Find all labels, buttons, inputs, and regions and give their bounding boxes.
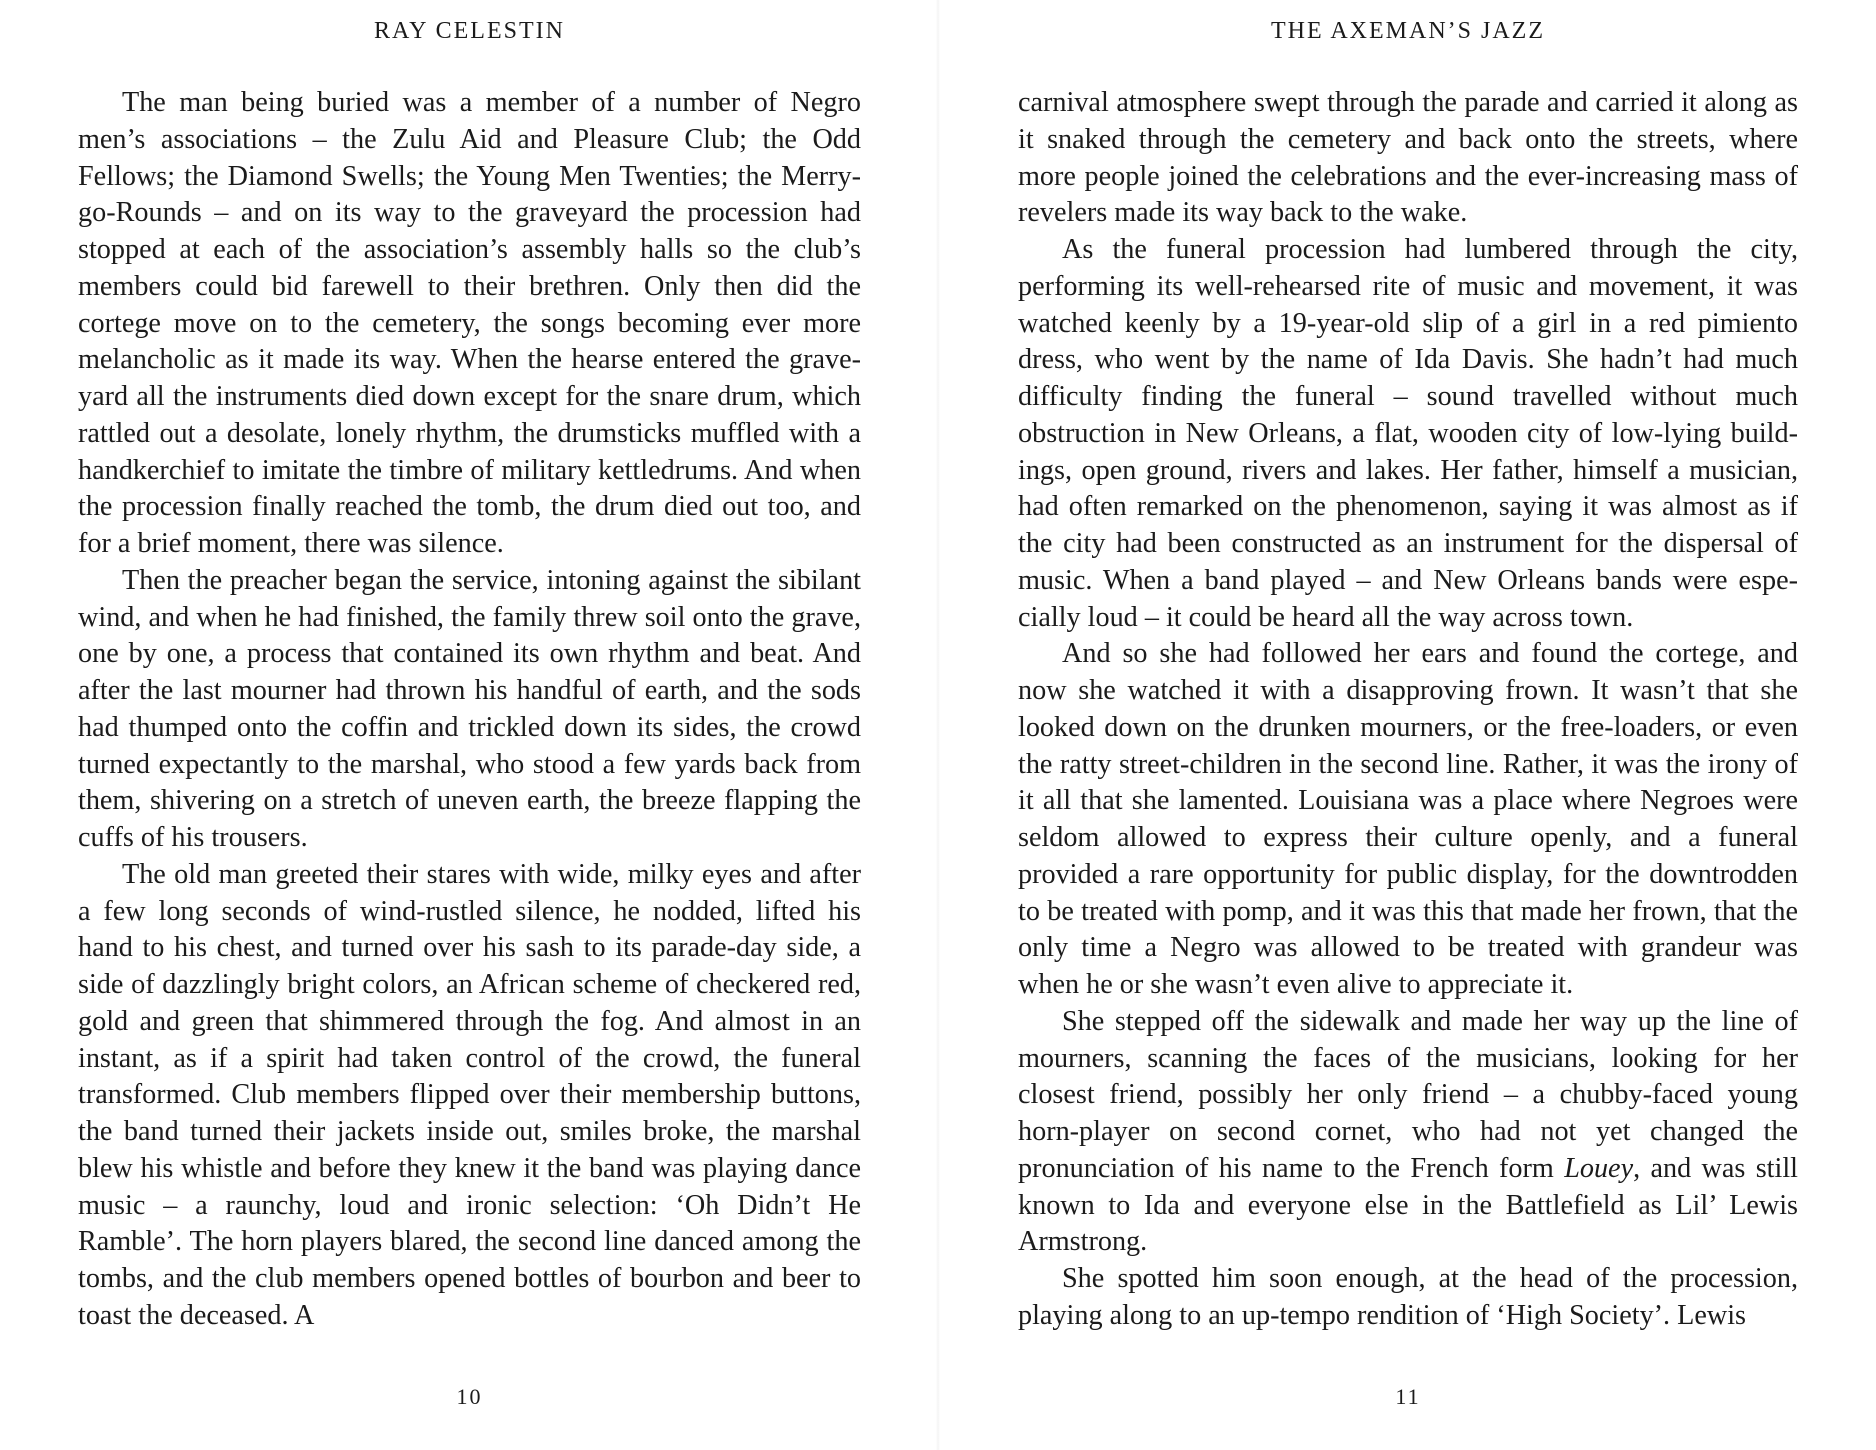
paragraph: She spotted him soon enough, at the head of the procession, playing along to an up-tempo rendition of ‘High Society’. Lewis (1018, 1263, 1798, 1331)
paragraph: As the funeral procession had lumbered through the city, performing its well-rehearsed rite of music and movement, it was watched keenly by a 19-year-old slip of a girl in a red pimiento dress, who went by the name of Ida Davis. She hadn’t had much difficulty finding the funeral – sound travelled without much obstruction in New Orleans, a flat, wooden city of low-lying buildings, open ground, rivers and lakes. Her father, himself a musician, had often remarked on the phenomenon, saying it was almost as if the city had been constructed as an instrument for the dispersal of music. When a band played – and New Orleans bands were especially loud – it could be heard all the way across town. (1018, 234, 1798, 633)
paragraph: The man being buried was a member of a number of Negro men’s associations – the Zulu Aid and Pleasure Club; the Odd Fellows; the Diamond Swells; the Young Men Twenties; the Merry-go-Rounds – and on its way to the graveyard the procession had stopped at each of the association’s assembly halls so the club’s members could bid farewell to their brethren. Only then did the cortege move on to the cemetery, the songs becoming ever more melancholic as it made its way. When the hearse entered the graveyard all the instruments died down except for the snare drum, which rattled out a desolate, lonely rhythm, the drumsticks muffled with a handkerchief to imitate the timbre of military kettledrums. And when the procession finally reached the tomb, the drum died out too, and for a brief moment, there was silence. (78, 87, 861, 559)
page-number-left: 10 (456, 1384, 483, 1409)
paragraph-continued: carnival atmosphere swept through the parade and carried it along as it snaked through the cemetery and back onto the streets, where more people joined the celebrations and the ever-increasing mass of revelers made its way back to the wake. (1018, 87, 1798, 229)
right-page-body (1018, 85, 1798, 1335)
running-head-title: THE AXEMAN’S JAZZ (1271, 18, 1545, 44)
left-page-body (78, 85, 861, 1335)
paragraph: And so she had followed her ears and found the cortege, and now she watched it with a disapproving frown. It wasn’t that she looked down on the drunken mourners, or the free-loaders, or even the ratty street-children in the second line. Rather, it was the irony of it all that she lamented. Louisiana was a place where Negroes were seldom allowed to express their culture openly, and a funeral provided a rare opportunity for public display, for the downtrodden to be treated with pomp, and it was this that made her frown, that the only time a Negro was allowed to be treated with grandeur was when he or she wasn’t even alive to appreciate it. (1018, 638, 1798, 1000)
paragraph-text: She stepped off the sidewalk and made her way up the line of mourners, scanning the faces of the musicians, looking for her closest friend, possibly her only friend – a chubby-faced young horn-player on second cornet, who had not yet changed the pronunciation of his name to the French form (1018, 1005, 1798, 1184)
paragraph-text: , and was still known to Ida and everyone else in the Battlefield as Lil’ Lewis Armstrong. (1018, 1152, 1798, 1258)
paragraph: Then the preacher began the service, intoning against the sibilant wind, and when he had finished, the family threw soil onto the grave, one by one, a process that contained its own rhythm and beat. And after the last mourner had thrown his handful of earth, and the sods had thumped onto the coffin and trickled down its sides, the crowd turned expectantly to the marshal, who stood a few yards back from them, shivering on a stretch of uneven earth, the breeze flapping the cuffs of his trousers. (78, 564, 861, 853)
running-head-author: RAY CELESTIN (374, 18, 565, 44)
italic-name: Louey (1564, 1152, 1634, 1184)
right-page (938, 0, 1876, 1450)
paragraph: The old man greeted their stares with wide, milky eyes and after a few long seconds of wind-rustled silence, he nodded, lifted his hand to his chest, and turned over his sash to its parade-day side, a side of dazzlingly bright colors, an African scheme of checkered red, gold and green that shimmered through the fog. And almost in an instant, as if a spirit had taken control of the crowd, the funeral transformed. Club members flipped over their membership buttons, the band turned their jackets inside out, smiles broke, the marshal blew his whistle and before they knew it the band was playing dance music – a raunchy, loud and ironic selection: ‘Oh Didn’t He Ramble’. The horn players blared, the second line danced among the tombs, and the club members opened bottles of bourbon and beer to toast the deceased. A (78, 858, 861, 1331)
paragraph (1018, 1004, 1798, 1261)
page-number-right: 11 (1395, 1384, 1421, 1409)
